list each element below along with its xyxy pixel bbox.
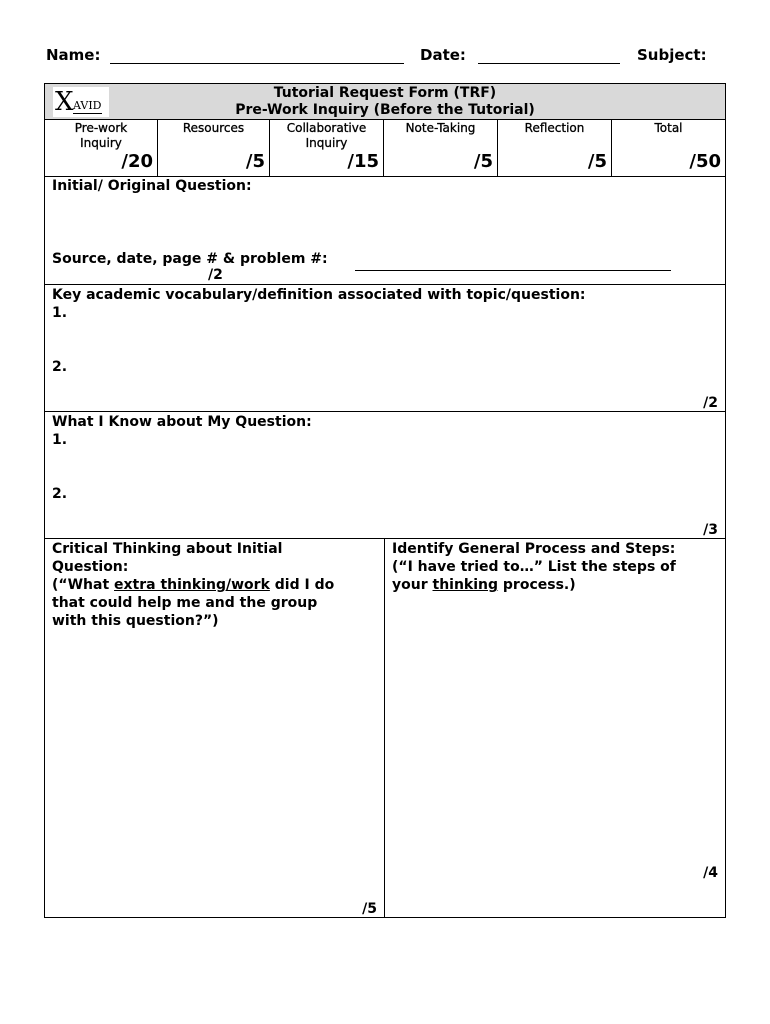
process-line-2: (“I have tried to…” List the steps of	[392, 559, 676, 575]
score-label: Resources	[182, 121, 245, 135]
critical-line-1: Critical Thinking about Initial	[52, 541, 283, 557]
know-item-1: 1.	[52, 432, 68, 448]
score-label: Pre-work Inquiry	[74, 121, 128, 150]
tutorial-request-form	[44, 83, 726, 918]
source-field[interactable]	[355, 270, 671, 271]
score-value: /5	[245, 151, 265, 172]
source-label: Source, date, page # & problem #:	[52, 251, 328, 267]
process-line-1: Identify General Process and Steps:	[392, 541, 676, 557]
vocabulary-points: /2	[703, 395, 718, 411]
know-label: What I Know about My Question:	[52, 414, 312, 430]
logo-x: X	[55, 87, 74, 117]
initial-question-points: /2	[208, 267, 223, 283]
score-cell-resources	[158, 120, 270, 176]
date-label: Date:	[420, 46, 466, 64]
process-line-3: your thinking process.)	[392, 577, 576, 593]
vocabulary-item-1: 1.	[52, 305, 68, 321]
subject-label: Subject:	[637, 46, 707, 64]
critical-line-3: (“What extra thinking/work did I do	[52, 577, 335, 593]
vocabulary-label: Key academic vocabulary/definition associated with topic/question:	[52, 287, 586, 303]
score-value: /5	[587, 151, 607, 172]
score-label: Note-Taking	[405, 121, 476, 135]
critical-points: /5	[362, 901, 377, 917]
title-band	[45, 84, 725, 120]
form-title: Tutorial Request Form (TRF)	[273, 85, 497, 101]
critical-line-4: that could help me and the group	[52, 595, 318, 611]
score-value: /50	[689, 151, 721, 172]
process-points: /4	[703, 865, 718, 881]
score-cell-total	[612, 120, 725, 176]
logo-text: AVID	[73, 99, 102, 112]
initial-question-label: Initial/ Original Question:	[52, 178, 252, 194]
know-points: /3	[703, 522, 718, 538]
score-label: Total	[654, 121, 683, 135]
score-value: /5	[473, 151, 493, 172]
section-critical-thinking[interactable]	[45, 539, 384, 918]
section-initial-question[interactable]	[45, 177, 725, 285]
name-label: Name:	[46, 46, 101, 64]
know-item-2: 2.	[52, 486, 68, 502]
section-general-process[interactable]	[385, 539, 725, 918]
section-what-i-know[interactable]	[45, 412, 725, 539]
critical-line-2: Question:	[52, 559, 129, 575]
score-cell-collaborative	[270, 120, 384, 176]
score-cell-reflection	[498, 120, 612, 176]
score-value: /20	[121, 151, 153, 172]
score-row	[45, 120, 725, 177]
header-line	[46, 46, 726, 68]
date-field[interactable]	[478, 63, 620, 64]
score-label: Reflection	[524, 121, 585, 135]
score-cell-prework	[45, 120, 158, 176]
form-subtitle: Pre-Work Inquiry (Before the Tutorial)	[235, 102, 535, 118]
name-field[interactable]	[110, 63, 404, 64]
score-value: /15	[347, 151, 379, 172]
score-cell-note-taking	[384, 120, 498, 176]
score-label: Collaborative Inquiry	[286, 121, 367, 150]
critical-line-5: with this question?”)	[52, 613, 219, 629]
vocabulary-item-2: 2.	[52, 359, 68, 375]
section-vocabulary[interactable]	[45, 285, 725, 412]
